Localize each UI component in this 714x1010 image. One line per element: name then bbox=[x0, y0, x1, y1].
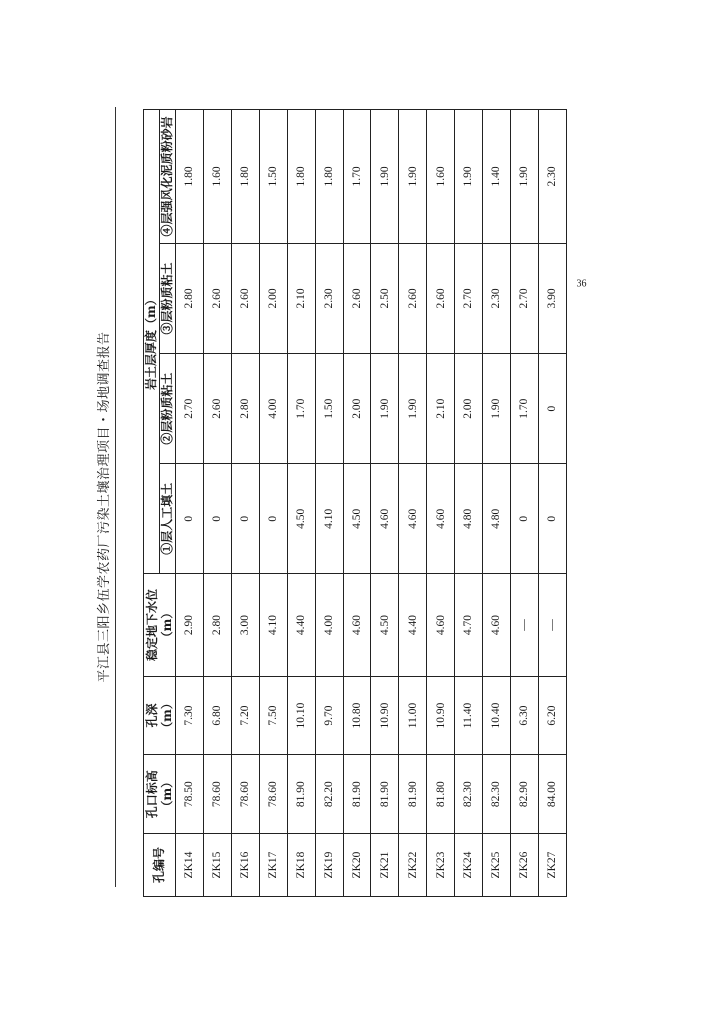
table-cell-depth: 6.80 bbox=[203, 676, 231, 755]
table-row bbox=[231, 110, 259, 897]
header-divider bbox=[115, 107, 116, 887]
table-row bbox=[176, 110, 204, 897]
document-header: 平江县三阳乡伍学农药厂污染土壤治理项目・场地调查报告 bbox=[97, 331, 112, 683]
table-cell-l2: 2.00 bbox=[455, 354, 483, 464]
col-header-layer4: ④层强风化泥质粉砂岩 bbox=[160, 110, 176, 244]
table-cell-l2: 2.70 bbox=[176, 354, 204, 464]
table-cell-water: 3.00 bbox=[231, 574, 259, 676]
table-cell-l2: 1.50 bbox=[315, 354, 343, 464]
page-number: 36 bbox=[576, 278, 587, 290]
table-cell-l2: 1.90 bbox=[371, 354, 399, 464]
table-cell-id: ZK23 bbox=[427, 834, 455, 897]
table-cell-l1: 4.80 bbox=[483, 464, 511, 574]
table-row bbox=[399, 110, 427, 897]
table-cell-elev: 84.00 bbox=[538, 755, 566, 834]
table-cell-l4: 1.60 bbox=[203, 110, 231, 244]
table-row bbox=[483, 110, 511, 897]
table-cell-id: ZK17 bbox=[259, 834, 287, 897]
table-cell-l1: 4.60 bbox=[371, 464, 399, 574]
table-cell-depth: 10.90 bbox=[427, 676, 455, 755]
table-cell-l2: 2.00 bbox=[343, 354, 371, 464]
table-cell-water: 4.50 bbox=[371, 574, 399, 676]
table-cell-water: 4.40 bbox=[287, 574, 315, 676]
table-cell-l3: 2.60 bbox=[427, 243, 455, 353]
table-cell-l4: 1.40 bbox=[483, 110, 511, 244]
table-cell-l1: 4.60 bbox=[399, 464, 427, 574]
table-cell-id: ZK22 bbox=[399, 834, 427, 897]
table-cell-l2: 1.70 bbox=[287, 354, 315, 464]
table-row bbox=[259, 110, 287, 897]
table-cell-id: ZK14 bbox=[176, 834, 204, 897]
table-row bbox=[203, 110, 231, 897]
table-cell-depth: 10.40 bbox=[483, 676, 511, 755]
table-cell-l4: 1.80 bbox=[287, 110, 315, 244]
table-cell-l4: 1.50 bbox=[259, 110, 287, 244]
table-cell-l4: 1.90 bbox=[371, 110, 399, 244]
table-cell-depth: 11.00 bbox=[399, 676, 427, 755]
table-row bbox=[538, 110, 566, 897]
table-cell-l3: 3.90 bbox=[538, 243, 566, 353]
table-row bbox=[427, 110, 455, 897]
table-row bbox=[287, 110, 315, 897]
table-cell-l1: 0 bbox=[259, 464, 287, 574]
table-cell-water: 2.90 bbox=[176, 574, 204, 676]
table-cell-l2: 2.80 bbox=[231, 354, 259, 464]
table-cell-id: ZK24 bbox=[455, 834, 483, 897]
table-cell-id: ZK16 bbox=[231, 834, 259, 897]
table-cell-l3: 2.60 bbox=[399, 243, 427, 353]
table-cell-depth: 7.20 bbox=[231, 676, 259, 755]
table-cell-id: ZK18 bbox=[287, 834, 315, 897]
table-cell-water: 4.70 bbox=[455, 574, 483, 676]
table-row bbox=[455, 110, 483, 897]
table-cell-l1: 4.50 bbox=[343, 464, 371, 574]
table-cell-l4: 1.60 bbox=[427, 110, 455, 244]
table-cell-l4: 1.90 bbox=[455, 110, 483, 244]
table-cell-l3: 2.30 bbox=[315, 243, 343, 353]
table-cell-l1: 0 bbox=[203, 464, 231, 574]
table-row bbox=[315, 110, 343, 897]
table-cell-l2: 4.00 bbox=[259, 354, 287, 464]
table-cell-elev: 82.20 bbox=[315, 755, 343, 834]
table-cell-elev: 81.90 bbox=[399, 755, 427, 834]
table-cell-l1: 4.10 bbox=[315, 464, 343, 574]
table-cell-elev: 78.60 bbox=[259, 755, 287, 834]
table-cell-l4: 1.90 bbox=[399, 110, 427, 244]
table-cell-l2: 2.60 bbox=[203, 354, 231, 464]
table-cell-depth: 7.50 bbox=[259, 676, 287, 755]
table-cell-l4: 1.80 bbox=[176, 110, 204, 244]
table-cell-water: 4.00 bbox=[315, 574, 343, 676]
table-cell-elev: 81.90 bbox=[371, 755, 399, 834]
table-cell-l3: 2.00 bbox=[259, 243, 287, 353]
table-cell-l4: 1.90 bbox=[511, 110, 539, 244]
rotated-page-content bbox=[85, 103, 629, 907]
table-cell-l1: 0 bbox=[231, 464, 259, 574]
table-cell-depth: 7.30 bbox=[176, 676, 204, 755]
col-header-elevation: 孔口标高 （m） bbox=[144, 755, 176, 834]
table-cell-id: ZK20 bbox=[343, 834, 371, 897]
table-cell-water: 4.60 bbox=[427, 574, 455, 676]
table-cell-l1: 4.60 bbox=[427, 464, 455, 574]
table-cell-l3: 2.70 bbox=[455, 243, 483, 353]
col-header-layer3: ③层粉质粘土 bbox=[160, 243, 176, 353]
table-cell-l2: 1.90 bbox=[399, 354, 427, 464]
table-cell-water: — bbox=[511, 574, 539, 676]
table-cell-l4: 1.80 bbox=[315, 110, 343, 244]
col-header-hole-id: 孔编号 bbox=[144, 834, 176, 897]
table-cell-l3: 2.60 bbox=[231, 243, 259, 353]
table-cell-elev: 81.80 bbox=[427, 755, 455, 834]
table-cell-id: ZK25 bbox=[483, 834, 511, 897]
table-cell-l2: 2.10 bbox=[427, 354, 455, 464]
col-header-depth: 孔深 （m） bbox=[144, 676, 176, 755]
table-cell-elev: 81.90 bbox=[343, 755, 371, 834]
table-cell-l3: 2.60 bbox=[203, 243, 231, 353]
table-cell-depth: 9.70 bbox=[315, 676, 343, 755]
table-row bbox=[371, 110, 399, 897]
table-cell-elev: 82.30 bbox=[483, 755, 511, 834]
table-cell-water: 2.80 bbox=[203, 574, 231, 676]
table-cell-l3: 2.60 bbox=[343, 243, 371, 353]
table-cell-elev: 81.90 bbox=[287, 755, 315, 834]
table-cell-l4: 1.80 bbox=[231, 110, 259, 244]
col-header-layer1: ①层人工填土 bbox=[160, 464, 176, 574]
table-cell-water: 4.60 bbox=[483, 574, 511, 676]
table-cell-l3: 2.70 bbox=[511, 243, 539, 353]
col-header-water-level: 稳定地下水位 （m） bbox=[144, 574, 176, 676]
table-cell-water: 4.60 bbox=[343, 574, 371, 676]
table-cell-l1: 4.80 bbox=[455, 464, 483, 574]
table-cell-depth: 10.90 bbox=[371, 676, 399, 755]
table-header-row bbox=[144, 110, 160, 897]
table-cell-id: ZK27 bbox=[538, 834, 566, 897]
table-cell-depth: 10.10 bbox=[287, 676, 315, 755]
table-cell-l1: 0 bbox=[176, 464, 204, 574]
table-cell-l3: 2.50 bbox=[371, 243, 399, 353]
table-cell-id: ZK26 bbox=[511, 834, 539, 897]
table-cell-l2: 1.70 bbox=[511, 354, 539, 464]
table-cell-elev: 82.30 bbox=[455, 755, 483, 834]
borehole-table bbox=[143, 109, 567, 897]
table-cell-l3: 2.80 bbox=[176, 243, 204, 353]
col-header-layer2: ②层粉质粘土 bbox=[160, 354, 176, 464]
table-cell-l2: 0 bbox=[538, 354, 566, 464]
table-cell-elev: 78.50 bbox=[176, 755, 204, 834]
table-cell-l1: 0 bbox=[511, 464, 539, 574]
table-row bbox=[511, 110, 539, 897]
table-cell-l2: 1.90 bbox=[483, 354, 511, 464]
table-row bbox=[343, 110, 371, 897]
table-cell-depth: 6.30 bbox=[511, 676, 539, 755]
table-cell-l1: 4.50 bbox=[287, 464, 315, 574]
table-cell-l4: 1.70 bbox=[343, 110, 371, 244]
table-cell-elev: 78.60 bbox=[203, 755, 231, 834]
table-cell-depth: 10.80 bbox=[343, 676, 371, 755]
table-body bbox=[176, 110, 567, 897]
table-cell-l4: 2.30 bbox=[538, 110, 566, 244]
table-cell-id: ZK21 bbox=[371, 834, 399, 897]
table-cell-depth: 11.40 bbox=[455, 676, 483, 755]
table-cell-elev: 78.60 bbox=[231, 755, 259, 834]
table-cell-elev: 82.90 bbox=[511, 755, 539, 834]
table-cell-l3: 2.10 bbox=[287, 243, 315, 353]
group-header-layer-thickness: 岩土层厚度（m） bbox=[144, 110, 160, 574]
table-cell-water: 4.40 bbox=[399, 574, 427, 676]
table-cell-l3: 2.30 bbox=[483, 243, 511, 353]
table-cell-depth: 6.20 bbox=[538, 676, 566, 755]
table-cell-water: 4.10 bbox=[259, 574, 287, 676]
table-cell-l1: 0 bbox=[538, 464, 566, 574]
table-cell-id: ZK15 bbox=[203, 834, 231, 897]
table-cell-water: — bbox=[538, 574, 566, 676]
table-cell-id: ZK19 bbox=[315, 834, 343, 897]
